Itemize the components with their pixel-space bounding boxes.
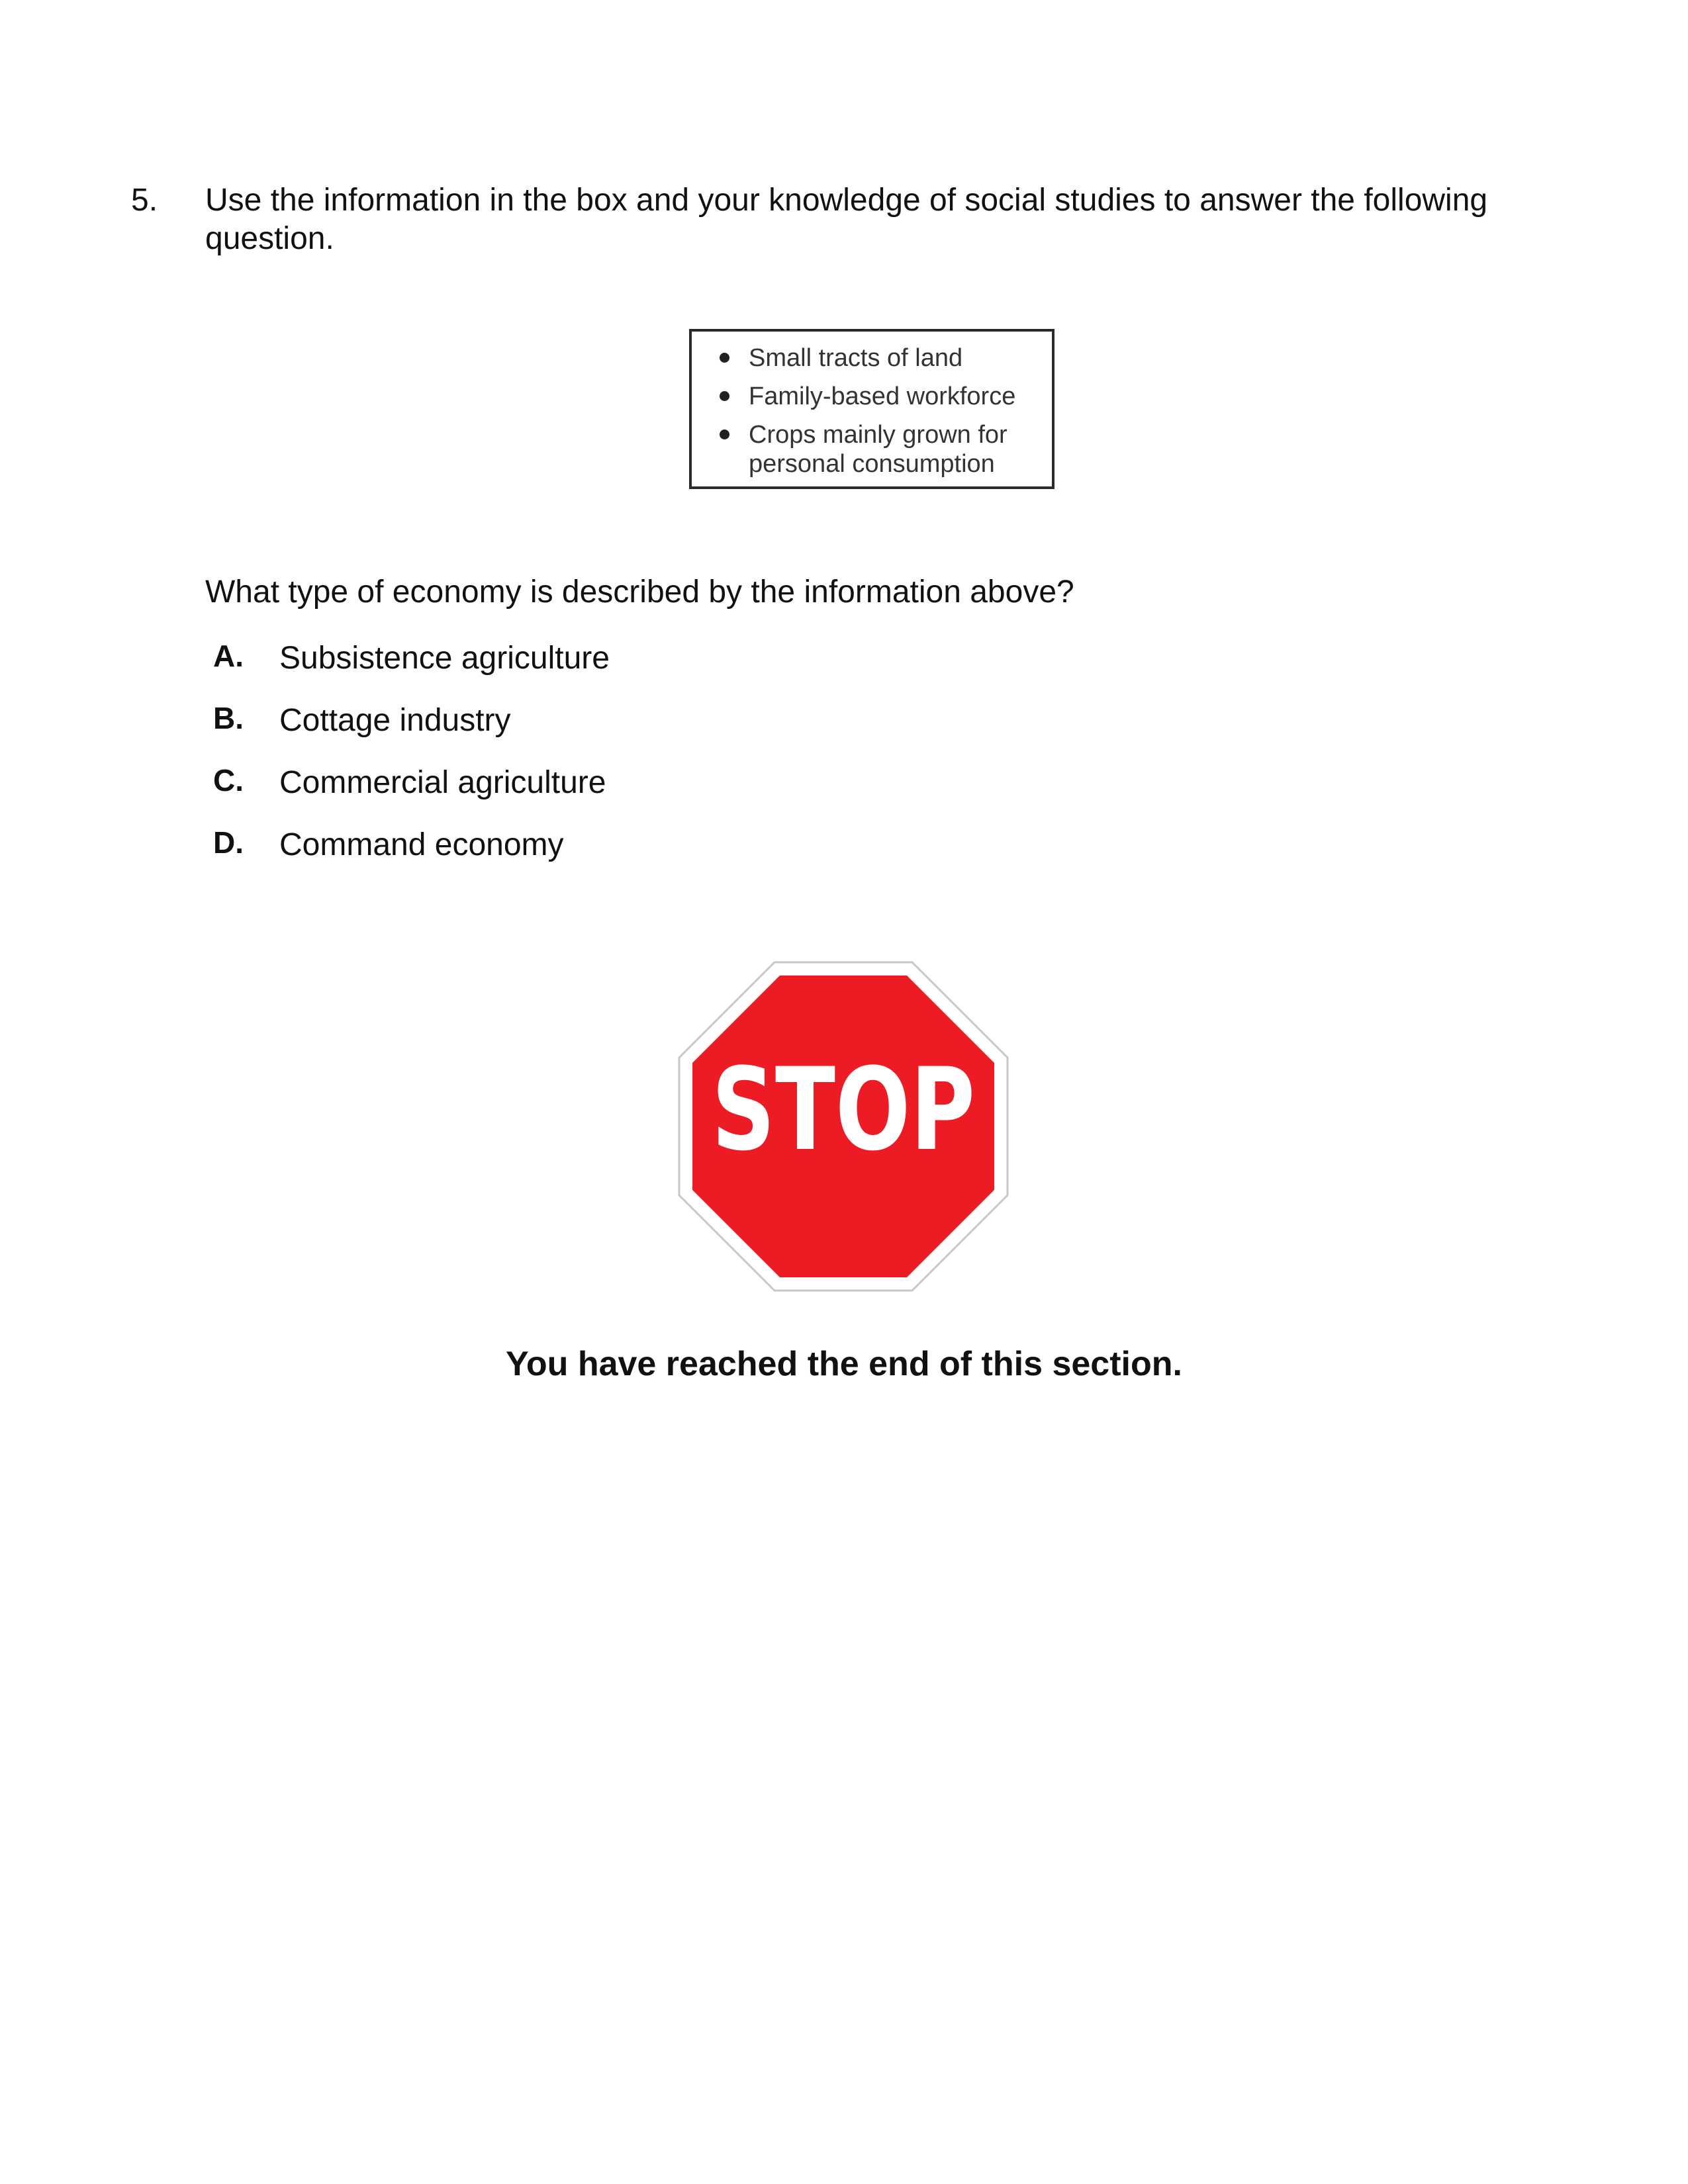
info-item <box>720 343 1052 373</box>
choice-letter: C. <box>213 763 244 797</box>
bullet-icon <box>720 391 729 401</box>
choice-text: Commercial agriculture <box>279 765 606 800</box>
choice-text: Subsistence agriculture <box>279 641 610 676</box>
info-item <box>720 420 1052 478</box>
info-item-text-continued: personal consumption <box>749 450 995 478</box>
end-of-section-message: You have reached the end of this section. <box>506 1345 1182 1383</box>
question-prompt: What type of economy is described by the information above? <box>205 574 1074 610</box>
info-item-text: Crops mainly grown for <box>749 421 1008 449</box>
choice-letter: A. <box>213 639 244 673</box>
info-item-text: Family-based workforce <box>749 383 1016 410</box>
question-number: 5. <box>131 183 158 218</box>
info-list <box>692 332 1052 478</box>
info-item-text: Small tracts of land <box>749 344 963 372</box>
info-item <box>720 382 1052 411</box>
stop-sign-text: STOP <box>712 1043 975 1176</box>
info-box <box>689 329 1055 489</box>
stop-sign-icon <box>678 961 1009 1292</box>
choice-text: Command economy <box>279 827 564 862</box>
choice-text: Cottage industry <box>279 703 511 738</box>
question-stem: Use the information in the box and your knowledge of social studies to answer the following question. <box>205 183 1488 256</box>
bullet-icon <box>720 430 729 439</box>
bullet-icon <box>720 353 729 363</box>
choice-letter: D. <box>213 825 244 860</box>
choice-letter: B. <box>213 701 244 735</box>
